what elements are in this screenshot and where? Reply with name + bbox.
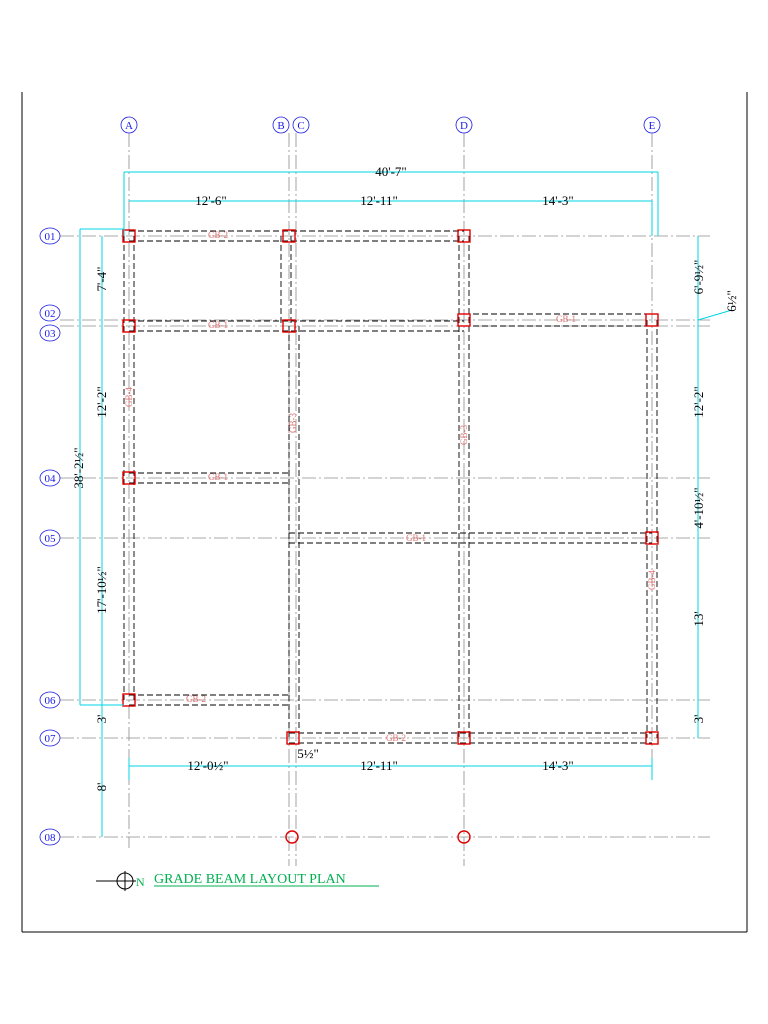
grid-label-04: 04	[44, 473, 56, 485]
grid-bubble-A	[121, 117, 137, 133]
beam-label: GB-4	[647, 570, 657, 590]
grid-lines	[60, 133, 710, 866]
dim-bottom-offset: 5½"	[297, 746, 319, 761]
dim-bottom-span-3: 14'-3"	[542, 758, 574, 773]
grid-bubble-B	[273, 117, 289, 133]
grid-label-03: 03	[44, 328, 56, 340]
grid-bubble-D	[456, 117, 472, 133]
grid-bubble-04	[40, 470, 60, 486]
beam-label: GB-1	[208, 320, 228, 330]
dim-top-overall: 40'-7"	[375, 164, 407, 179]
dim-bottom-span-1: 12'-0½"	[187, 758, 229, 773]
beam-label: GB-2	[386, 733, 406, 743]
grid-label-B: B	[277, 120, 285, 132]
grid-label-07: 07	[44, 733, 56, 745]
grid-label-D: D	[460, 120, 468, 132]
columns	[123, 230, 658, 843]
dim-left-span-3: 17'-10½"	[94, 566, 109, 614]
dim-left-span-4: 3'	[94, 714, 109, 724]
beam-label: GB-4	[124, 387, 134, 407]
north-label: N	[136, 875, 145, 889]
grid-bubble-05	[40, 530, 60, 546]
grade-beams	[124, 231, 657, 743]
sheet-border	[22, 92, 747, 932]
grid-label-08: 08	[44, 832, 56, 844]
grid-label-05: 05	[44, 533, 56, 545]
column-bubbles	[121, 117, 660, 133]
beam-label: GB-2	[208, 230, 228, 240]
grid-bubble-02	[40, 305, 60, 321]
grid-bubble-03	[40, 325, 60, 341]
dim-right-span-1: 6'-9½"	[691, 259, 706, 295]
dim-top-span-3: 14'-3"	[542, 193, 574, 208]
beam-label: GB-1	[406, 533, 426, 543]
plan-title: GRADE BEAM LAYOUT PLAN	[154, 872, 346, 887]
dim-left-overall: 38'-2½"	[71, 447, 86, 489]
beam-label: GB-3	[459, 425, 469, 445]
grid-bubble-E	[644, 117, 660, 133]
dim-right-span-4: 4'-10½"	[691, 487, 706, 529]
grid-bubble-07	[40, 730, 60, 746]
grid-label-01: 01	[44, 231, 56, 243]
row-bubbles	[40, 228, 60, 845]
beam-label: GB-1	[208, 472, 228, 482]
beam-label: GB-3	[288, 413, 298, 433]
grid-label-C: C	[297, 120, 305, 132]
grid-label-A: A	[125, 120, 133, 132]
grid-bubble-01	[40, 228, 60, 244]
grid-bubble-06	[40, 692, 60, 708]
beam-labels	[124, 230, 657, 743]
dim-left-span-2: 12'-2"	[94, 386, 109, 418]
dim-right-span-5: 13'	[691, 611, 706, 627]
beam-label: GB-2	[186, 694, 206, 704]
dim-top-span-1: 12'-6"	[195, 193, 227, 208]
dim-right-span-3: 12'-2"	[691, 386, 706, 418]
grid-label-02: 02	[44, 308, 56, 320]
dim-left-span-5: 8'	[94, 782, 109, 792]
dim-right-span-2: 6½"	[724, 290, 739, 312]
dim-top-span-2: 12'-11"	[360, 193, 398, 208]
dim-right-span-6: 3'	[691, 714, 706, 724]
grid-label-06: 06	[44, 695, 56, 707]
title-block	[96, 871, 379, 891]
grid-label-E: E	[648, 120, 656, 132]
grid-bubble-C	[293, 117, 309, 133]
dim-bottom-span-2: 12'-11"	[360, 758, 398, 773]
dim-left-span-1: 7'-4"	[94, 266, 109, 292]
beam-label: GB-1	[556, 314, 576, 324]
dimension-lines	[80, 172, 732, 837]
grid-bubble-08	[40, 829, 60, 845]
